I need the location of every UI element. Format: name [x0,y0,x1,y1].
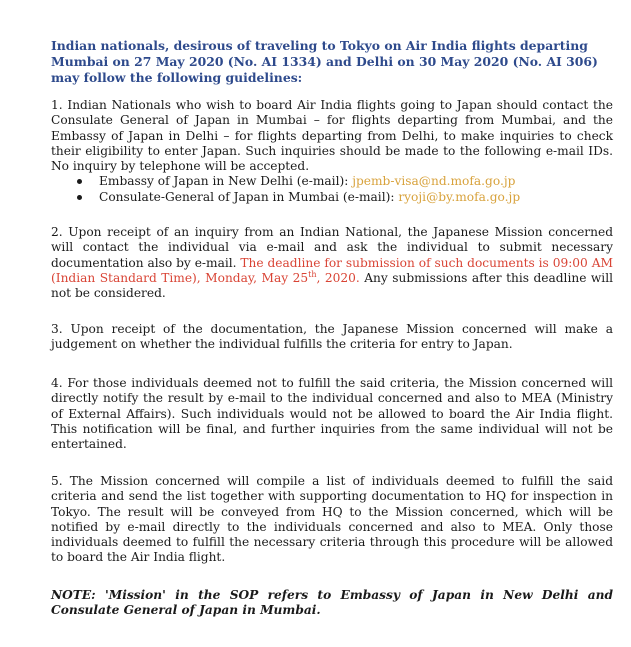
paragraph-2-start: 2. Upon receipt of an inquiry from an Indian National, the Japanese Mission concerned will contact the individual via e-mail and ask the individual to submit necessary documentation also by e-mail. [51,225,613,270]
paragraph-3: 3. Upon receipt of the documentation, the Japanese Mission concerned will make a judgement on whether the individual fulfills the criteria for entry to Japan. [51,322,613,352]
paragraph-2-end: Any submissions after this deadline will not be considered. [51,270,614,301]
paragraph-1-text: 1. Indian Nationals who wish to board Air India flights going to Japan should contact the Consulate General of Japan in Mumbai – for flights departing from Mumbai, and the Embassy of Japan in Delhi – for flights departing from Delhi, to make inquiries to check their eligibility to enter Japan. Such inquiries should be made to the following e-mail IDs. No inquiry by telephone will be accepted. [51,98,613,174]
consulate-label: Consulate-General of Japan in Mumbai (e-mail): [99,189,399,204]
list-item-embassy [51,174,613,189]
embassy-email-link[interactable]: jpemb-visa@nd.mofa.go.jp [352,174,516,189]
deadline-text-a: The deadline for submission of such documents is 09:00 AM (Indian Standard Time), Monday, May 25 [51,255,613,285]
deadline-ordinal: th [308,269,317,279]
bullet-icon [77,179,82,184]
email-list [51,174,613,205]
paragraph-4: 4. For those individuals deemed not to fulfill the said criteria, the Mission concerned will directly notify the result by e-mail to the individual concerned and also to MEA (Ministry of External Affairs). Such individuals would not be allowed to board the Air India flight. This notification will be final, and further inquiries from the same individual will not be entertained. [51,376,613,452]
bullet-icon [77,195,82,200]
embassy-label: Embassy of Japan in New Delhi (e-mail): [99,174,353,189]
deadline-text-b: , 2020. [316,270,360,285]
paragraph-2 [51,225,613,301]
list-item-consulate [51,190,613,205]
paragraph-5: 5. The Mission concerned will compile a list of individuals deemed to fulfill the said criteria and send the list together with supporting documentation to HQ for inspection in Tokyo. The result will be conveyed from HQ to the Mission concerned, which will be notified by e-mail directly to the individuals concerned and also to MEA. Only those individuals deemed to fulfill the necessary criteria through this procedure will be allowed to board the Air India flight. [51,474,613,565]
guidelines-heading: Indian nationals, desirous of traveling to Tokyo on Air India flights departing Mumbai on 27 May 2020 (No. AI 1334) and Delhi on 30 May 2020 (No. AI 306) may follow the following guidelines: [51,38,598,85]
sop-note: NOTE: 'Mission' in the SOP refers to Embassy of Japan in New Delhi and Consulate General of Japan in Mumbai. [51,588,613,618]
paragraph-1 [51,98,613,205]
consulate-email-link[interactable]: ryoji@by.mofa.go.jp [398,189,521,204]
